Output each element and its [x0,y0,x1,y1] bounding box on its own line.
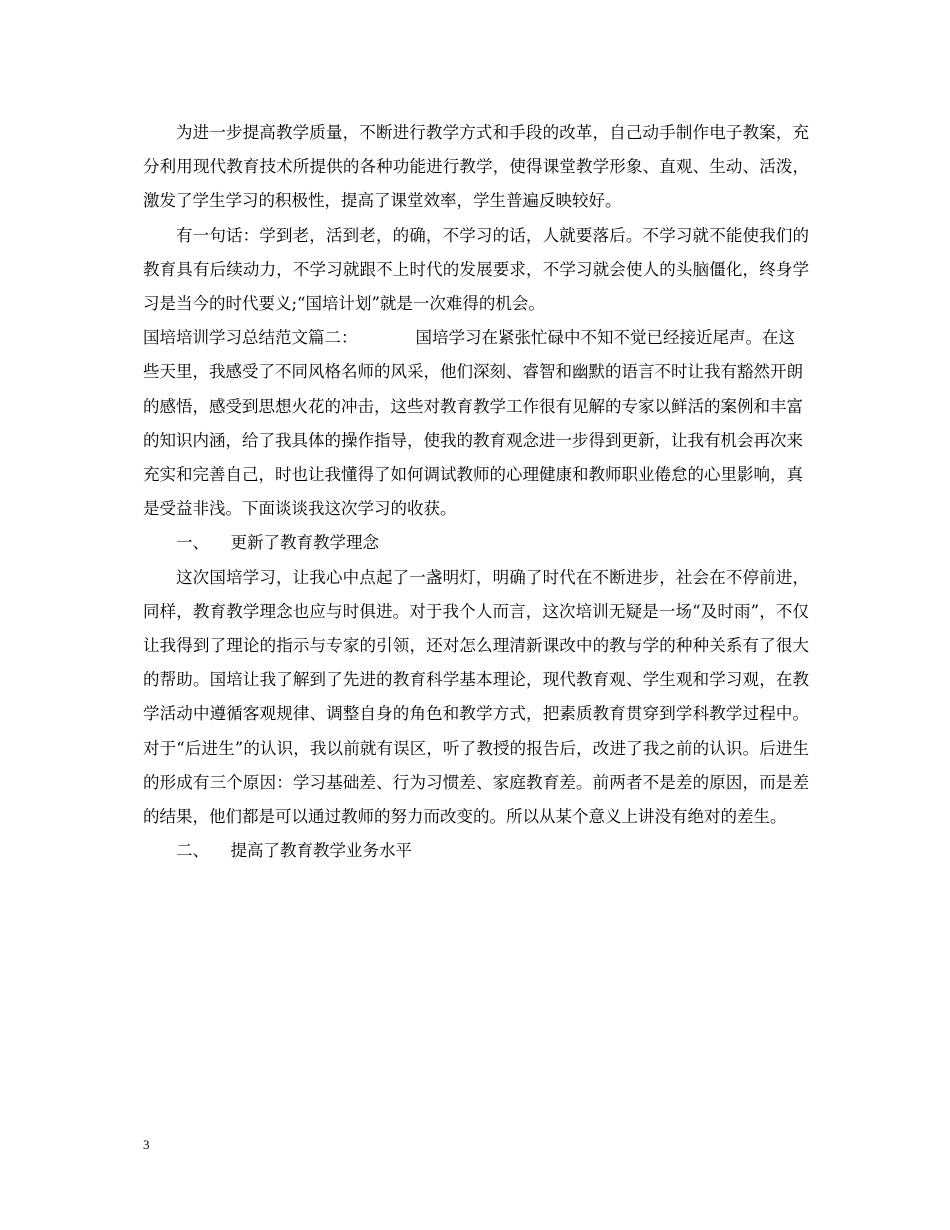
paragraph-section-two [143,321,809,526]
paragraph-guopei-learning: 这次国培学习，让我心中点起了一盏明灯，明确了时代在不断进步，社会在不停前进，同样，教育教学理念也应与时俱进。对于我个人而言，这次培训无疑是一场“及时雨”，不仅让我得到了理论的指示与专家的引领，还对怎么理清新课改中的教与学的种种关系有了很大的帮助。国培让我了解到了先进的教育科学基本理论，现代教育观、学生观和学习观，在教学活动中遵循客观规律、调整自身的角色和教学方式，把素质教育贯穿到学科教学过程中。对于“后进生”的认识，我以前就有误区，听了教授的报告后，改进了我之前的认识。后进生的形成有三个原因：学习基础差、行为习惯差、家庭教育差。前两者不是差的原因，而是差的结果，他们都是可以通过教师的努力而改变的。所以从某个意义上讲没有绝对的差生。 [143,567,809,827]
heading-text: 提高了教育教学业务水平 [230,841,412,861]
paragraph-teaching-quality: 为进一步提高教学质量，不断进行教学方式和手段的改革，自己动手制作电子教案，充分利用现代教育技术所提供的各种功能进行教学，使得课堂教学形象、直观、生动、活泼，激发了学生学习的积极性，提高了课堂效率，学生普遍反映较好。 [143,123,809,211]
heading-update-concepts [143,526,809,560]
heading-number: 一、 [176,533,209,553]
section-two-title: 国培培训学习总结范文篇二： [143,328,358,348]
page-number: 3 [143,1137,150,1152]
document-body [143,116,809,868]
heading-improve-skills [143,834,809,868]
paragraph-lifelong-learning: 有一句话：学到老，活到老，的确，不学习的话，人就要落后。不学习就不能使我们的教育具有后续动力，不学习就跟不上时代的发展要求，不学习就会使人的头脑僵化，终身学习是当今的时代要义;“国培计划”就是一次难得的机会。 [143,225,809,314]
section-two-body: 国培学习在紧张忙碌中不知不觉已经接近尾声。在这些天里，我感受了不同风格名师的风采，他们深刻、睿智和幽默的语言不时让我有豁然开朗的感悟，感受到思想火花的冲击，这些对教育教学工作很有见解的专家以鲜活的案例和丰富的知识内涵，给了我具体的操作指导，使我的教育观念进一步得到更新，让我有机会再次来充实和完善自己，时也让我懂得了如何调试教师的心理健康和教师职业倦怠的心里影响，真是受益非浅。下面谈谈我这次学习的收获。 [143,328,803,519]
heading-text: 更新了教育教学理念 [230,533,379,553]
heading-number: 二、 [176,841,209,861]
